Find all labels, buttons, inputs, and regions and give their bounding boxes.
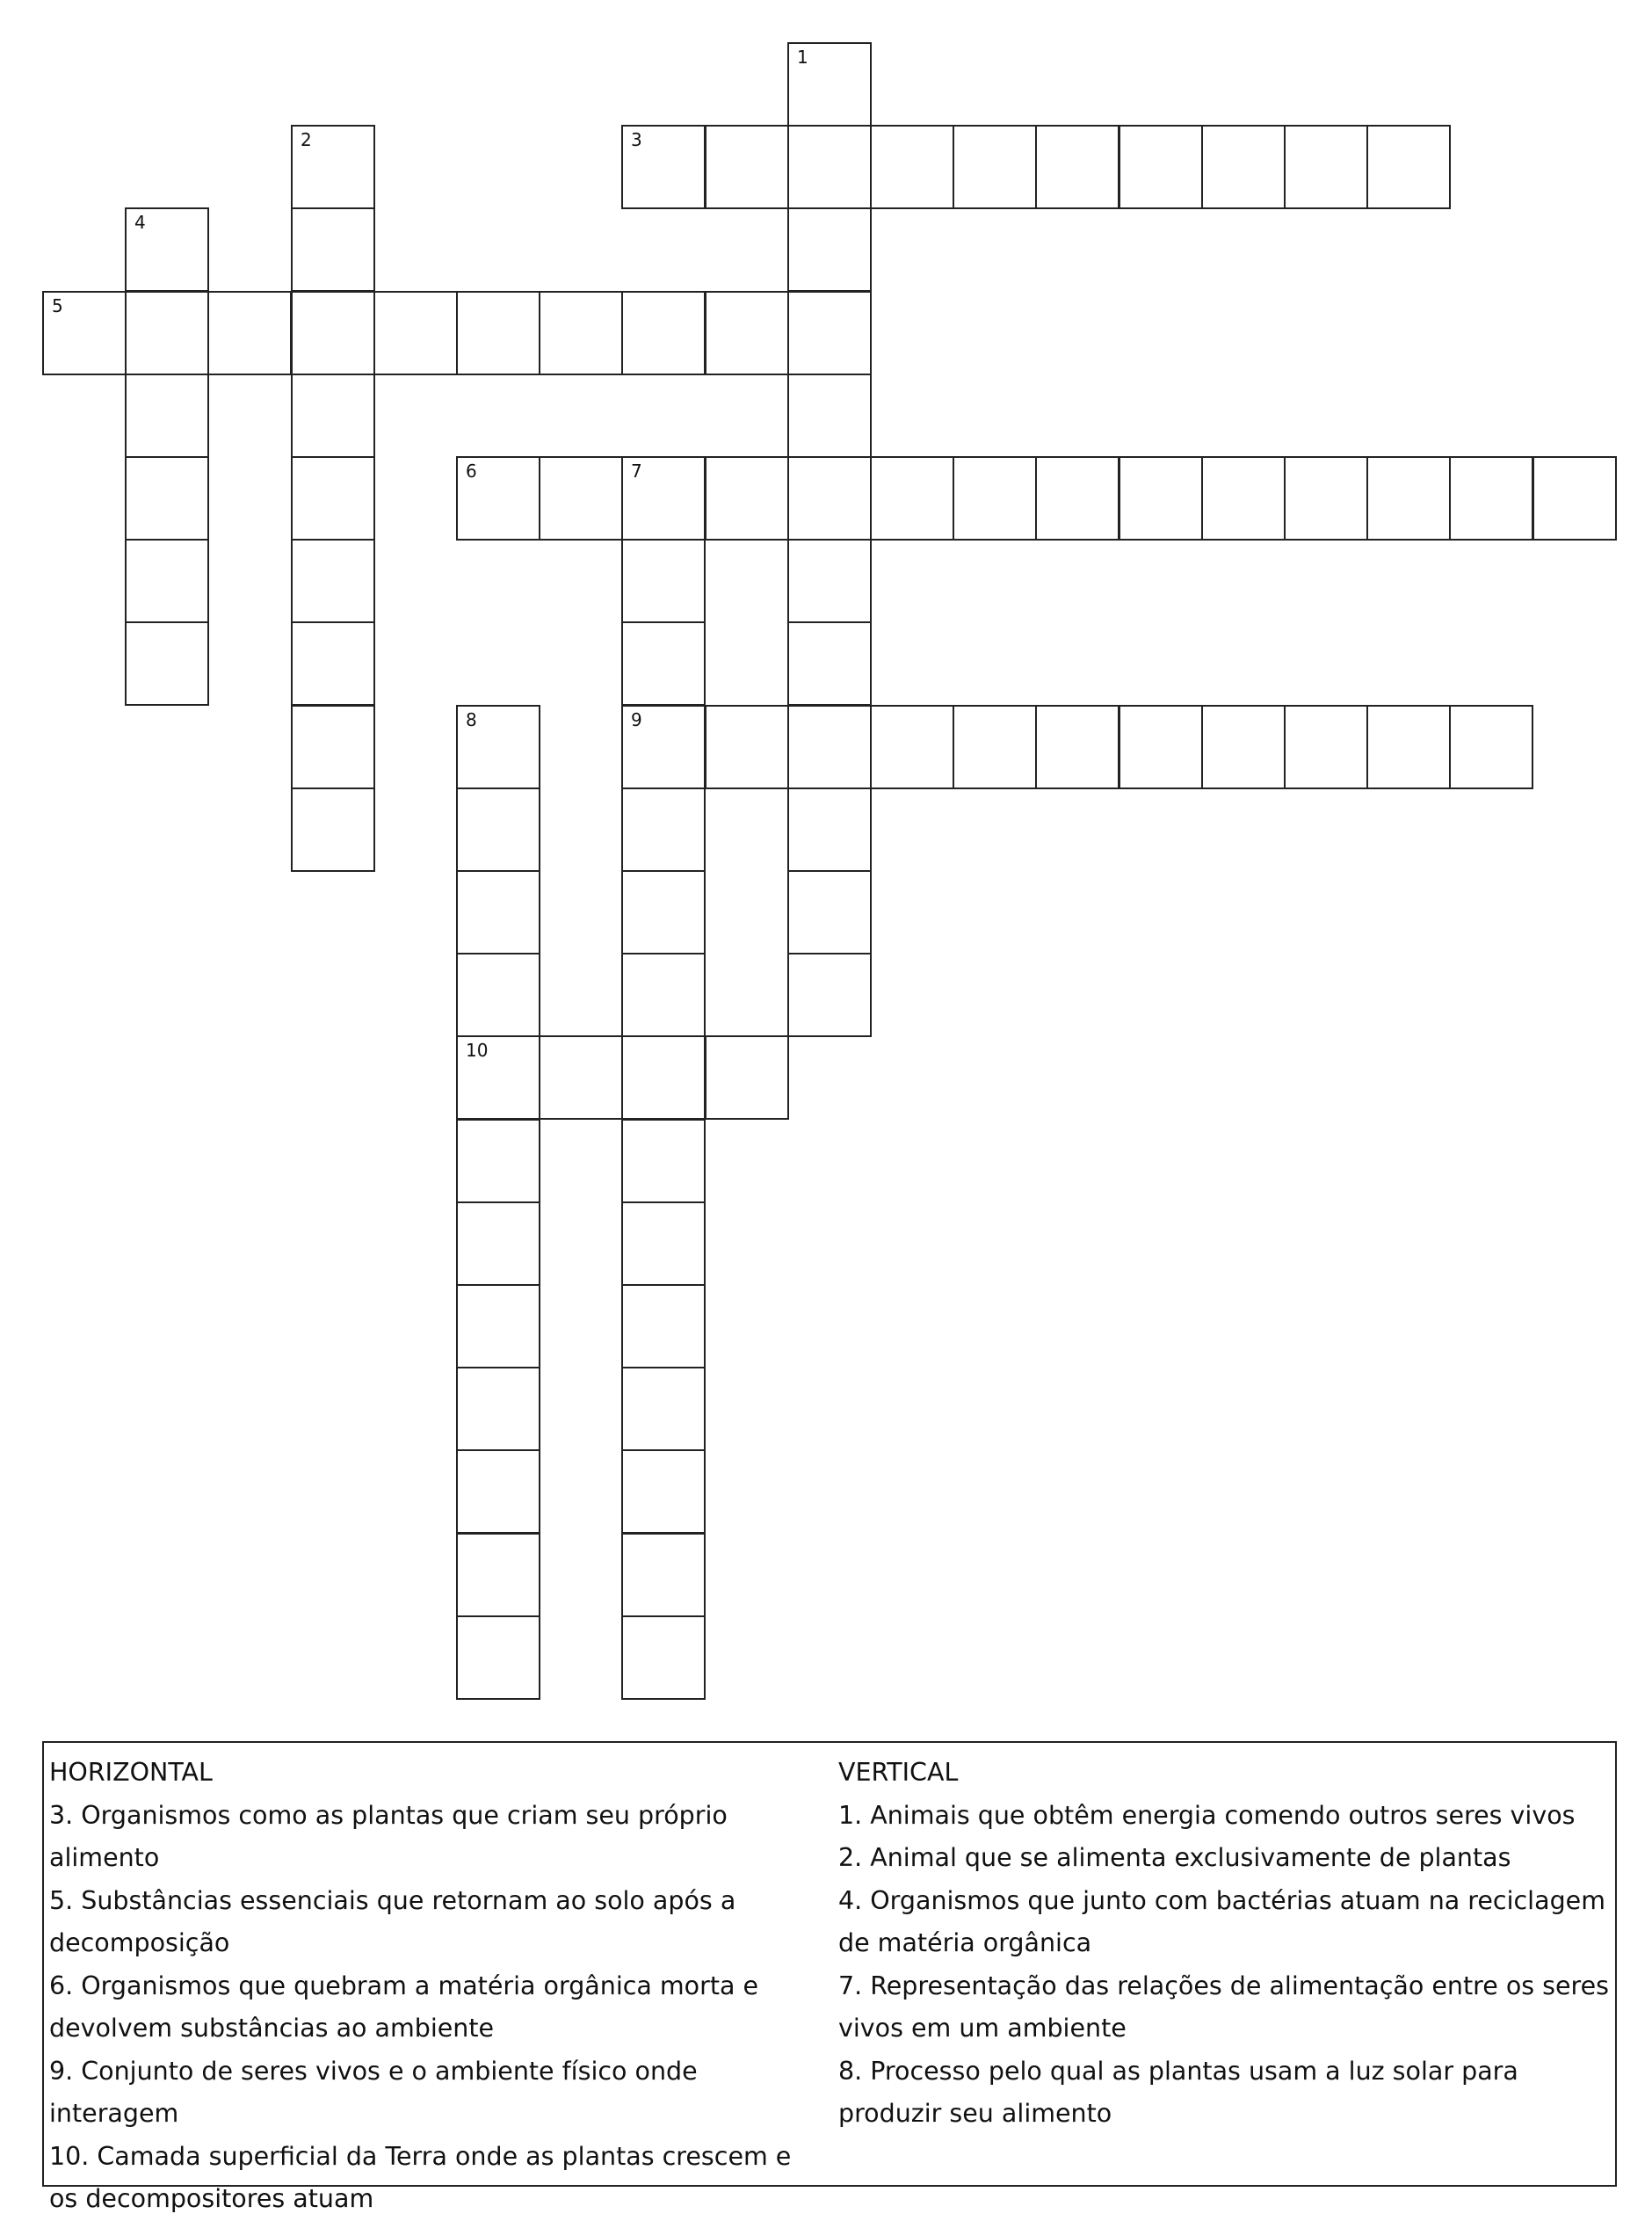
grid-cell[interactable] (291, 207, 375, 292)
grid-cell[interactable] (125, 456, 209, 541)
grid-cell[interactable] (705, 705, 789, 789)
clue-number: 9 (631, 709, 642, 730)
clue-number: 7 (631, 461, 642, 482)
clue-number: 4 (134, 212, 146, 233)
grid-cell[interactable] (125, 207, 209, 292)
grid-cell[interactable] (291, 621, 375, 706)
grid-cell[interactable] (621, 1035, 706, 1120)
grid-cell[interactable] (1201, 456, 1286, 541)
grid-cell[interactable] (870, 125, 954, 209)
grid-cell[interactable] (621, 539, 706, 623)
grid-cell[interactable] (787, 705, 872, 789)
grid-cell[interactable] (539, 456, 623, 541)
grid-cell[interactable] (456, 1615, 540, 1700)
grid-cell[interactable] (125, 621, 209, 706)
grid-cell[interactable] (621, 125, 706, 209)
clue-number: 3 (631, 129, 642, 150)
clue-horizontal-6: 6. Organismos que quebram a matéria orgânica morta e devolvem substâncias ao ambiente (49, 1971, 759, 2043)
grid-cell[interactable] (1284, 705, 1368, 789)
grid-cell[interactable] (291, 705, 375, 789)
grid-cell[interactable] (125, 291, 209, 375)
clue-horizontal-10: 10. Camada superficial da Terra onde as plantas crescem e os decompositores atuam (49, 2141, 792, 2213)
grid-cell[interactable] (456, 705, 540, 789)
grid-cell[interactable] (705, 1035, 789, 1120)
grid-cell[interactable] (1119, 456, 1203, 541)
grid-cell[interactable] (787, 125, 872, 209)
grid-cell[interactable] (1284, 456, 1368, 541)
grid-cell[interactable] (1449, 705, 1533, 789)
clue-number: 8 (466, 709, 477, 730)
clue-vertical-8: 8. Processo pelo qual as plantas usam a luz solar para produzir seu alimento (838, 2056, 1518, 2128)
grid-cell[interactable] (456, 1533, 540, 1617)
horizontal-clues (49, 1752, 822, 2221)
grid-cell[interactable] (870, 456, 954, 541)
grid-cell[interactable] (787, 42, 872, 127)
clue-horizontal-5: 5. Substâncias essenciais que retornam ao solo após a decomposição (49, 1885, 736, 1957)
grid-cell[interactable] (1449, 456, 1533, 541)
grid-cell[interactable] (787, 456, 872, 541)
clue-vertical-2: 2. Animal que se alimenta exclusivamente de plantas (838, 1843, 1511, 1872)
grid-cell[interactable] (621, 1367, 706, 1451)
grid-cell[interactable] (787, 291, 872, 375)
clue-horizontal-3: 3. Organismos como as plantas que criam seu próprio alimento (49, 1800, 728, 1872)
grid-cell[interactable] (705, 291, 789, 375)
grid-cell[interactable] (1366, 456, 1451, 541)
grid-cell[interactable] (539, 291, 623, 375)
grid-cell[interactable] (705, 125, 789, 209)
grid-cell[interactable] (291, 374, 375, 458)
grid-cell[interactable] (953, 125, 1037, 209)
grid-cell[interactable] (621, 1119, 706, 1203)
clue-vertical-4: 4. Organismos que junto com bactérias atuam na reciclagem de matéria orgânica (838, 1885, 1605, 1957)
grid-cell[interactable] (291, 125, 375, 209)
clues-box (42, 1741, 1617, 2213)
grid-cell[interactable] (456, 456, 540, 541)
grid-cell[interactable] (1201, 705, 1286, 789)
grid-cell[interactable] (621, 1201, 706, 1286)
grid-cell[interactable] (1366, 125, 1451, 209)
clue-number: 6 (466, 461, 477, 482)
grid-cell[interactable] (787, 374, 872, 458)
clue-vertical-7: 7. Representação das relações de alimentação entre os seres vivos em um ambiente (838, 1971, 1610, 2043)
grid-cell[interactable] (621, 456, 706, 541)
grid-cell[interactable] (456, 870, 540, 954)
grid-cell[interactable] (291, 456, 375, 541)
grid-cell[interactable] (1035, 456, 1119, 541)
grid-cell[interactable] (1035, 125, 1119, 209)
grid-cell[interactable] (787, 539, 872, 623)
horizontal-title: HORIZONTAL (49, 1758, 213, 1787)
grid-cell[interactable] (787, 788, 872, 872)
grid-cell[interactable] (373, 291, 458, 375)
clue-number: 2 (301, 129, 312, 150)
grid-cell[interactable] (621, 870, 706, 954)
grid-cell[interactable] (456, 1201, 540, 1286)
grid-cell[interactable] (456, 788, 540, 872)
grid-cell[interactable] (456, 1035, 540, 1120)
grid-cell[interactable] (456, 291, 540, 375)
grid-cell[interactable] (456, 1367, 540, 1451)
grid-cell[interactable] (1201, 125, 1286, 209)
grid-cell[interactable] (953, 456, 1037, 541)
grid-cell[interactable] (621, 953, 706, 1037)
grid-cell[interactable] (1366, 705, 1451, 789)
clue-horizontal-9: 9. Conjunto de seres vivos e o ambiente físico onde interagem (49, 2056, 698, 2128)
clue-number: 5 (52, 295, 63, 316)
grid-cell[interactable] (291, 291, 375, 375)
grid-cell[interactable] (1035, 705, 1119, 789)
clue-number: 1 (797, 47, 808, 68)
grid-cell[interactable] (705, 456, 789, 541)
grid-cell[interactable] (1119, 705, 1203, 789)
grid-cell[interactable] (621, 1284, 706, 1368)
grid-cell[interactable] (787, 953, 872, 1037)
grid-cell[interactable] (125, 374, 209, 458)
clue-number: 10 (466, 1040, 489, 1061)
grid-cell[interactable] (621, 788, 706, 872)
grid-cell[interactable] (291, 539, 375, 623)
vertical-clues (838, 1752, 1612, 2136)
grid-cell[interactable] (621, 1449, 706, 1534)
grid-cell[interactable] (621, 1533, 706, 1617)
grid-cell[interactable] (1532, 456, 1617, 541)
vertical-title: VERTICAL (838, 1758, 959, 1787)
grid-cell[interactable] (870, 705, 954, 789)
grid-cell[interactable] (1119, 125, 1203, 209)
grid-cell[interactable] (621, 621, 706, 706)
grid-cell[interactable] (621, 1615, 706, 1700)
grid-cell[interactable] (539, 1035, 623, 1120)
grid-cell[interactable] (621, 705, 706, 789)
grid-cell[interactable] (621, 291, 706, 375)
grid-cell[interactable] (207, 291, 292, 375)
grid-cell[interactable] (787, 870, 872, 954)
grid-cell[interactable] (456, 1449, 540, 1534)
grid-cell[interactable] (787, 207, 872, 292)
grid-cell[interactable] (456, 953, 540, 1037)
grid-cell[interactable] (456, 1119, 540, 1203)
grid-cell[interactable] (42, 291, 127, 375)
clue-vertical-1: 1. Animais que obtêm energia comendo outros seres vivos (838, 1800, 1576, 1830)
grid-cell[interactable] (456, 1284, 540, 1368)
grid-cell[interactable] (787, 621, 872, 706)
grid-cell[interactable] (291, 788, 375, 872)
grid-cell[interactable] (125, 539, 209, 623)
grid-cell[interactable] (1284, 125, 1368, 209)
grid-cell[interactable] (953, 705, 1037, 789)
